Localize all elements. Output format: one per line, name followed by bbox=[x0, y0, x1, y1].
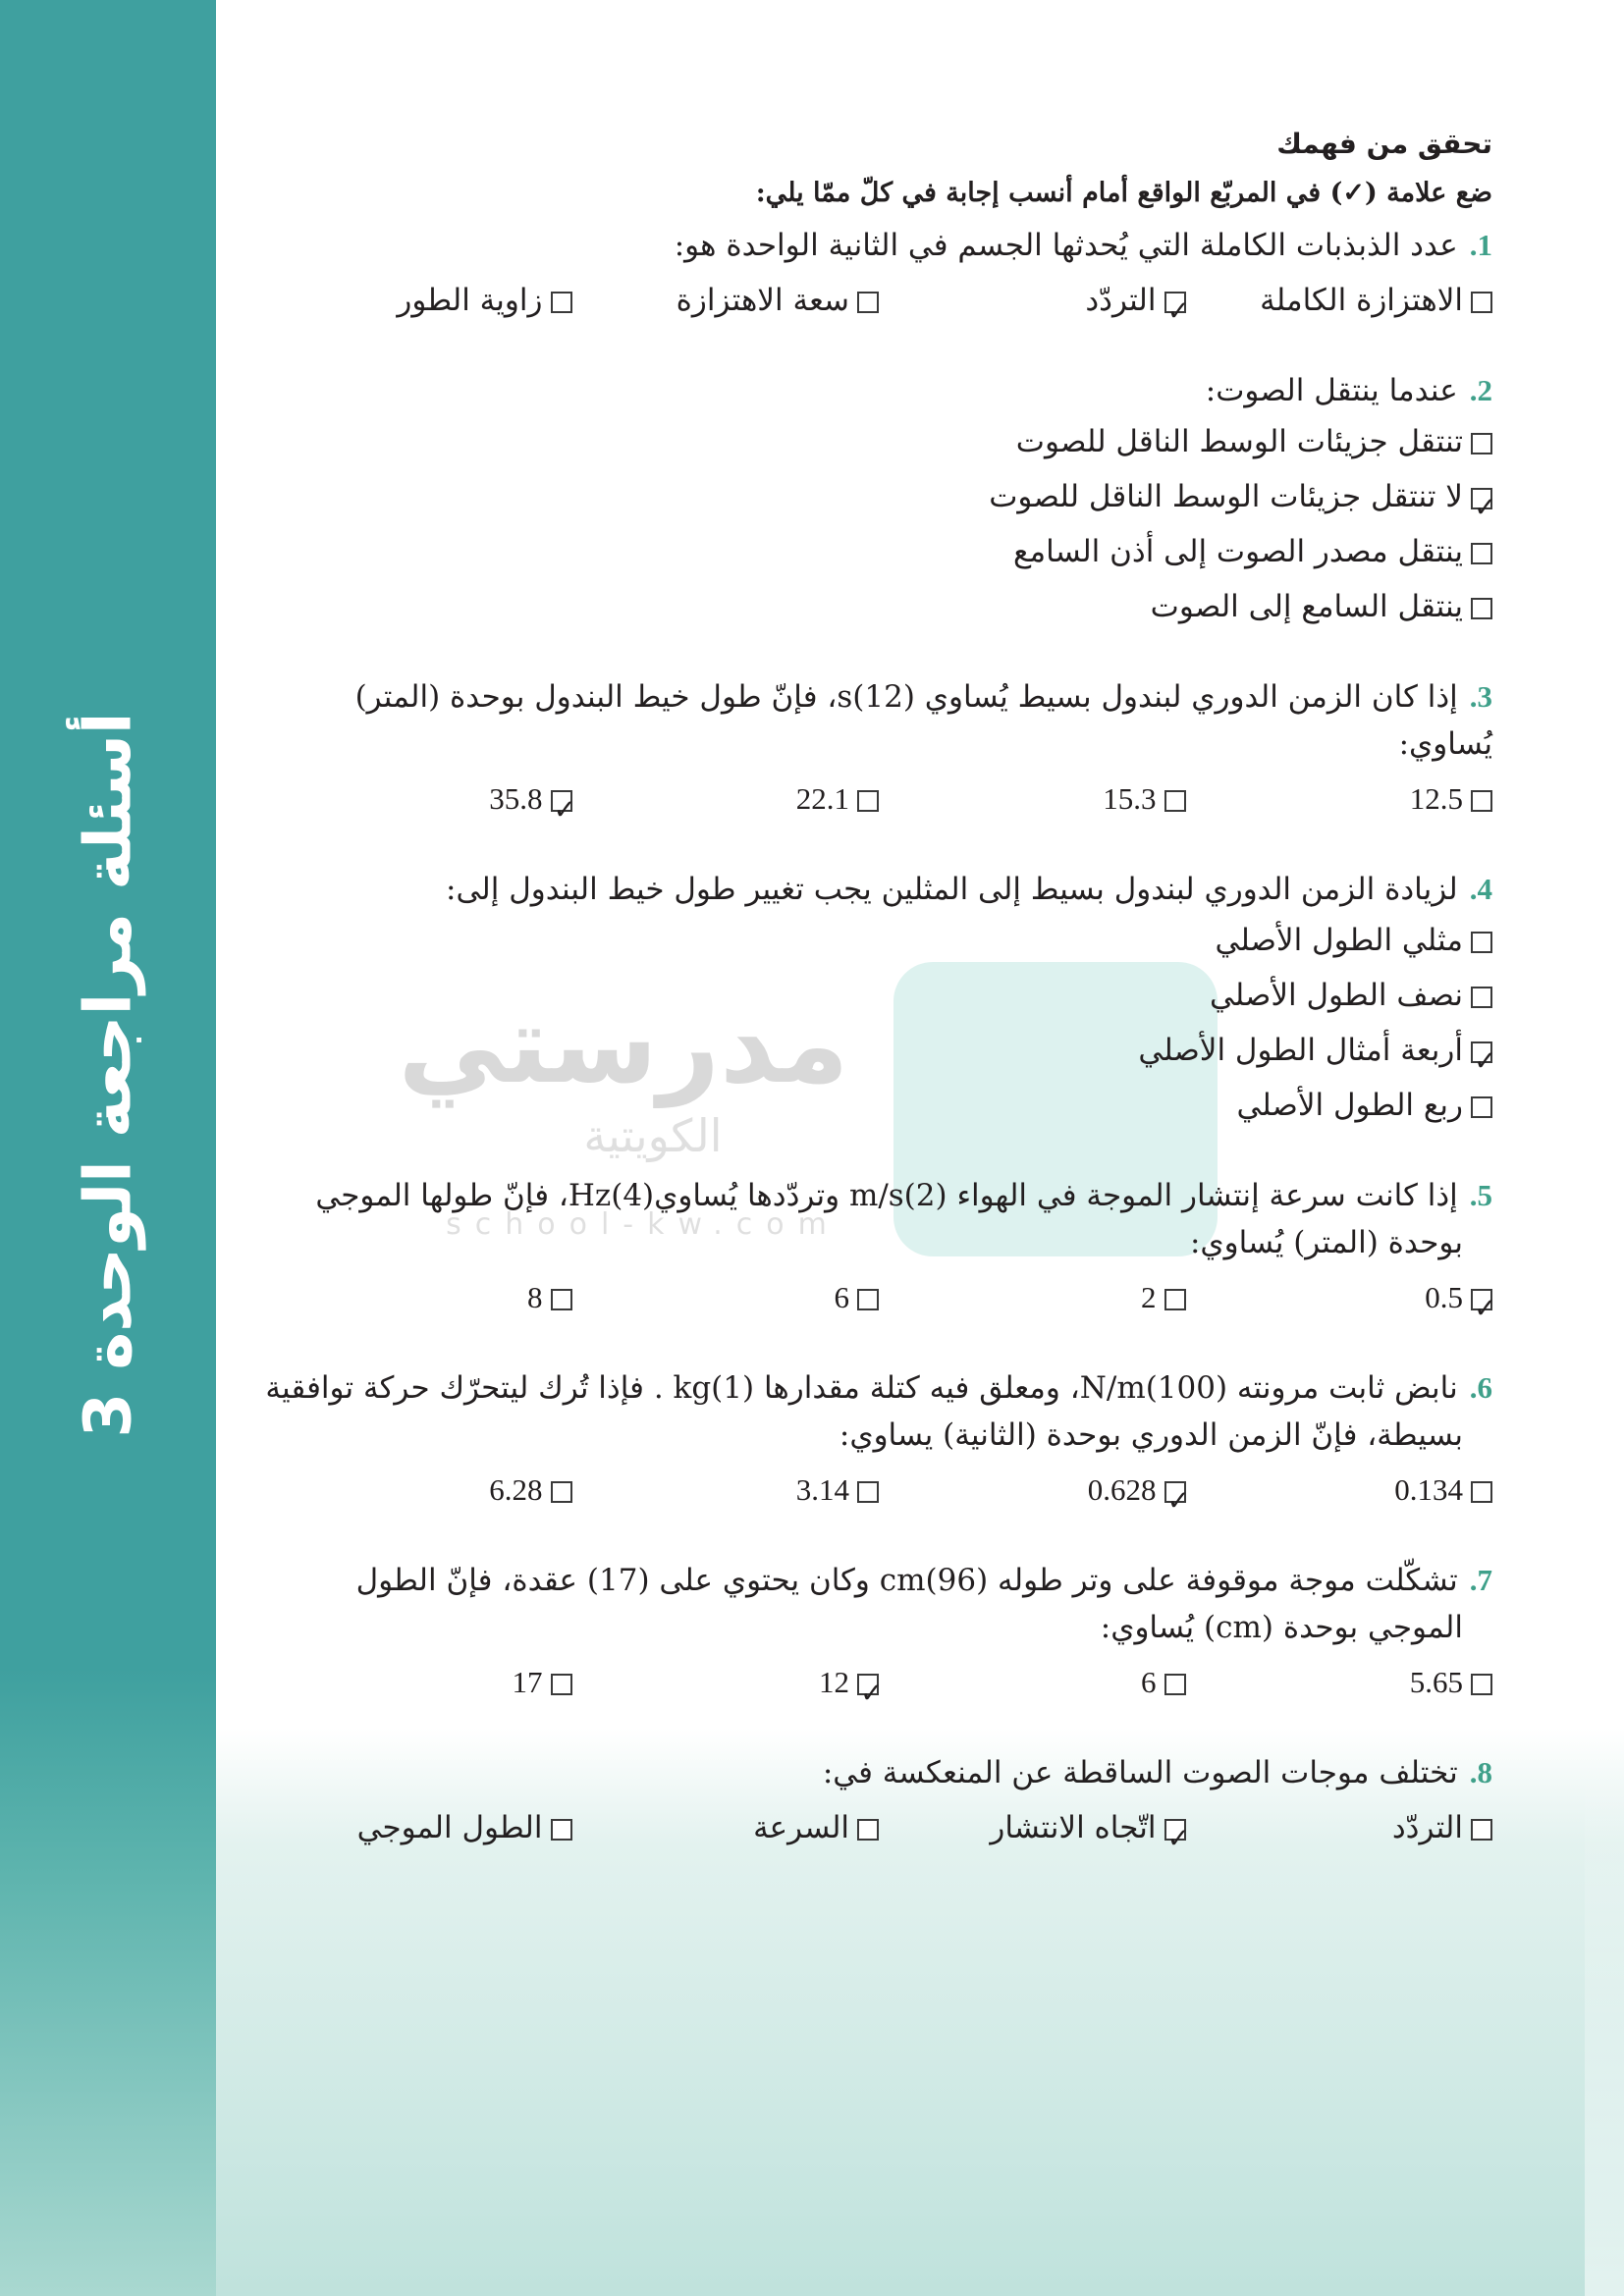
unit-sidebar bbox=[0, 0, 216, 2296]
answer-option-label: التردّد bbox=[1391, 1810, 1463, 1845]
question-number: 8. bbox=[1469, 1755, 1492, 1789]
answer-options bbox=[265, 1270, 1492, 1325]
checkbox-icon[interactable] bbox=[1471, 932, 1492, 953]
question-text bbox=[265, 1172, 1492, 1219]
answer-option-label: مثلي الطول الأصلي bbox=[1215, 923, 1463, 958]
answer-option[interactable] bbox=[572, 1800, 880, 1855]
answer-options bbox=[265, 913, 1492, 1133]
checkbox-icon[interactable] bbox=[857, 1289, 879, 1310]
answer-option[interactable] bbox=[265, 1078, 1492, 1133]
answer-option[interactable] bbox=[265, 1270, 572, 1325]
answer-option-label: 2 bbox=[1141, 1280, 1157, 1314]
question-line: لزيادة الزمن الدوري لبندول بسيط إلى المثلين يجب تغيير طول خيط البندول إلى: bbox=[446, 872, 1458, 907]
answer-option-label: أربعة أمثال الطول الأصلي bbox=[1138, 1033, 1463, 1068]
answer-option-label: 12.5 bbox=[1409, 781, 1463, 816]
checkbox-icon[interactable] bbox=[857, 1481, 879, 1503]
checked-checkbox-icon[interactable] bbox=[1471, 1041, 1492, 1063]
question-text bbox=[265, 673, 1492, 768]
question-number: 4. bbox=[1469, 872, 1492, 906]
checked-checkbox-icon[interactable] bbox=[1471, 1289, 1492, 1310]
answer-option[interactable] bbox=[265, 579, 1492, 634]
checkbox-icon[interactable] bbox=[551, 1819, 572, 1841]
answer-option[interactable] bbox=[265, 772, 572, 827]
instructions: ضع علامة (✓) في المربّع الواقع أمام أنسب إجابة في كلّ ممّا يلي: bbox=[755, 178, 1492, 208]
question-8 bbox=[265, 1749, 1492, 1855]
sidebar-title: أسئلة مراجعة الوحدة 3 bbox=[70, 712, 146, 1438]
answer-options bbox=[265, 1655, 1492, 1710]
checkbox-icon[interactable] bbox=[1164, 1289, 1186, 1310]
checked-checkbox-icon[interactable] bbox=[551, 790, 572, 812]
answer-option-label: 8 bbox=[527, 1280, 543, 1314]
checkbox-icon[interactable] bbox=[551, 1481, 572, 1503]
question-text-continued bbox=[265, 1219, 1492, 1266]
answer-option[interactable] bbox=[879, 273, 1186, 328]
checkbox-icon[interactable] bbox=[551, 1289, 572, 1310]
question-6 bbox=[265, 1364, 1492, 1518]
answer-option-label: 0.5 bbox=[1425, 1280, 1463, 1314]
question-text bbox=[265, 222, 1492, 269]
answer-option[interactable] bbox=[572, 273, 880, 328]
checkbox-icon[interactable] bbox=[1471, 790, 1492, 812]
answer-option-label: 35.8 bbox=[489, 781, 543, 816]
answer-option-label: اتّجاه الانتشار bbox=[990, 1810, 1157, 1845]
checkbox-icon[interactable] bbox=[1164, 1674, 1186, 1695]
checked-checkbox-icon[interactable] bbox=[1164, 292, 1186, 313]
question-4 bbox=[265, 866, 1492, 1133]
answer-option[interactable] bbox=[572, 1463, 880, 1518]
answer-option[interactable] bbox=[265, 968, 1492, 1023]
question-7 bbox=[265, 1557, 1492, 1710]
question-text bbox=[265, 1364, 1492, 1412]
question-number: 6. bbox=[1469, 1370, 1492, 1405]
answer-option-label: تنتقل جزيئات الوسط الناقل للصوت bbox=[1015, 424, 1463, 459]
question-text bbox=[265, 367, 1492, 414]
question-line: إذا كانت سرعة إنتشار الموجة في الهواء m/s(2) وتردّدها يُساويHz(4)، فإنّ طولها الموجي bbox=[315, 1178, 1458, 1213]
answer-option-label: 6.28 bbox=[489, 1472, 543, 1507]
checked-checkbox-icon[interactable] bbox=[857, 1674, 879, 1695]
answer-option[interactable] bbox=[265, 524, 1492, 579]
question-number: 1. bbox=[1469, 228, 1492, 262]
answer-options bbox=[265, 1463, 1492, 1518]
checkbox-icon[interactable] bbox=[551, 292, 572, 313]
checkbox-icon[interactable] bbox=[857, 292, 879, 313]
checkbox-icon[interactable] bbox=[1471, 433, 1492, 454]
answer-option-label: الاهتزازة الكاملة bbox=[1260, 283, 1463, 318]
worksheet bbox=[265, 118, 1492, 1895]
answer-option-label: ينتقل مصدر الصوت إلى أذن السامع bbox=[1013, 534, 1463, 569]
answer-option[interactable] bbox=[265, 1463, 572, 1518]
question-text bbox=[265, 866, 1492, 913]
answer-option-label: 17 bbox=[512, 1665, 543, 1699]
answer-option[interactable] bbox=[265, 273, 572, 328]
checked-checkbox-icon[interactable] bbox=[1164, 1481, 1186, 1503]
answer-option[interactable] bbox=[265, 414, 1492, 469]
checkbox-icon[interactable] bbox=[1471, 1674, 1492, 1695]
answer-option-label: 0.628 bbox=[1087, 1472, 1157, 1507]
answer-options bbox=[265, 273, 1492, 328]
answer-option-label: 3.14 bbox=[795, 1472, 849, 1507]
answer-options bbox=[265, 1800, 1492, 1855]
answer-option-label: 22.1 bbox=[795, 781, 849, 816]
answer-option[interactable] bbox=[1186, 1270, 1493, 1325]
answer-option-label: 5.65 bbox=[1409, 1665, 1463, 1699]
answer-option-label: 0.134 bbox=[1394, 1472, 1463, 1507]
question-text bbox=[265, 1749, 1492, 1796]
answer-option[interactable] bbox=[879, 1655, 1186, 1710]
checkbox-icon[interactable] bbox=[857, 790, 879, 812]
question-5 bbox=[265, 1172, 1492, 1325]
answer-options bbox=[265, 772, 1492, 827]
answer-option-label: ربع الطول الأصلي bbox=[1236, 1088, 1463, 1123]
checkbox-icon[interactable] bbox=[1471, 987, 1492, 1008]
checkbox-icon[interactable] bbox=[1471, 598, 1492, 619]
question-list bbox=[265, 222, 1492, 1855]
answer-option[interactable] bbox=[265, 469, 1492, 524]
checkbox-icon[interactable] bbox=[1471, 1481, 1492, 1503]
answer-option-label: السرعة bbox=[753, 1810, 849, 1845]
question-line: عدد الذبذبات الكاملة التي يُحدثها الجسم في الثانية الواحدة هو: bbox=[674, 228, 1458, 263]
answer-option-label: 15.3 bbox=[1103, 781, 1157, 816]
answer-option[interactable] bbox=[572, 1655, 880, 1710]
checkbox-icon[interactable] bbox=[1471, 543, 1492, 564]
answer-option-label: ينتقل السامع إلى الصوت bbox=[1150, 589, 1463, 624]
question-line: عندما ينتقل الصوت: bbox=[1205, 373, 1458, 408]
answer-option[interactable] bbox=[265, 913, 1492, 968]
question-2 bbox=[265, 367, 1492, 634]
answer-option-label: 12 bbox=[819, 1665, 849, 1699]
question-line: بسيطة، فإنّ الزمن الدوري بوحدة (الثانية) يساوي: bbox=[839, 1417, 1463, 1453]
section-heading: تحقق من فهمك bbox=[1276, 128, 1492, 160]
checkbox-icon[interactable] bbox=[1471, 1819, 1492, 1841]
answer-option[interactable] bbox=[879, 1463, 1186, 1518]
answer-option-label: نصف الطول الأصلي bbox=[1209, 978, 1463, 1013]
answer-option[interactable] bbox=[572, 772, 880, 827]
question-3 bbox=[265, 673, 1492, 827]
answer-option[interactable] bbox=[265, 1023, 1492, 1078]
answer-option[interactable] bbox=[1186, 772, 1493, 827]
answer-option-label: الطول الموجي bbox=[356, 1810, 543, 1845]
question-line: تختلف موجات الصوت الساقطة عن المنعكسة في: bbox=[822, 1755, 1458, 1790]
answer-option-label: زاوية الطور bbox=[397, 283, 543, 318]
question-number: 7. bbox=[1469, 1563, 1492, 1597]
question-number: 5. bbox=[1469, 1178, 1492, 1212]
answer-option[interactable] bbox=[1186, 1655, 1493, 1710]
answer-option-label: لا تنتقل جزيئات الوسط الناقل للصوت bbox=[989, 479, 1463, 514]
checkbox-icon[interactable] bbox=[1471, 292, 1492, 313]
question-text-continued bbox=[265, 1604, 1492, 1651]
answer-option[interactable] bbox=[879, 772, 1186, 827]
answer-option[interactable] bbox=[879, 1800, 1186, 1855]
answer-option[interactable] bbox=[879, 1270, 1186, 1325]
answer-option-label: التردّد bbox=[1085, 283, 1157, 318]
question-text bbox=[265, 1557, 1492, 1604]
answer-option-label: 6 bbox=[1141, 1665, 1157, 1699]
question-line: الموجي بوحدة (cm) يُساوي: bbox=[1100, 1610, 1463, 1645]
answer-option[interactable] bbox=[572, 1270, 880, 1325]
answer-option[interactable] bbox=[265, 1655, 572, 1710]
question-line: إذا كان الزمن الدوري لبندول بسيط يُساوي s(12)، فإنّ طول خيط البندول بوحدة (المتر) يُساوي: bbox=[354, 679, 1492, 762]
answer-option[interactable] bbox=[1186, 273, 1493, 328]
page-edge-strip bbox=[1585, 1747, 1624, 2296]
checkbox-icon[interactable] bbox=[857, 1819, 879, 1841]
question-text-continued bbox=[265, 1412, 1492, 1459]
question-number: 2. bbox=[1469, 373, 1492, 407]
answer-option[interactable] bbox=[1186, 1463, 1493, 1518]
answer-option[interactable] bbox=[265, 1800, 572, 1855]
answer-options bbox=[265, 414, 1492, 634]
checkbox-icon[interactable] bbox=[1471, 1096, 1492, 1118]
question-line: تشكّلت موجة موقوفة على وتر طوله cm(96) وكان يحتوي على (17) عقدة، فإنّ الطول bbox=[355, 1563, 1458, 1598]
checkbox-icon[interactable] bbox=[1164, 790, 1186, 812]
answer-option-label: سعة الاهتزازة bbox=[676, 283, 849, 318]
question-number: 3. bbox=[1469, 679, 1492, 714]
question-line: بوحدة (المتر) يُساوي: bbox=[1189, 1225, 1463, 1260]
checked-checkbox-icon[interactable] bbox=[1164, 1819, 1186, 1841]
question-line: نابض ثابت مرونته N/m(100)، ومعلق فيه كتلة مقدارها kg(1) . فإذا تُرك ليتحرّك حركة توافقية bbox=[265, 1370, 1458, 1406]
question-1 bbox=[265, 222, 1492, 328]
checked-checkbox-icon[interactable] bbox=[1471, 488, 1492, 509]
checkbox-icon[interactable] bbox=[551, 1674, 572, 1695]
answer-option-label: 6 bbox=[834, 1280, 849, 1314]
answer-option[interactable] bbox=[1186, 1800, 1493, 1855]
